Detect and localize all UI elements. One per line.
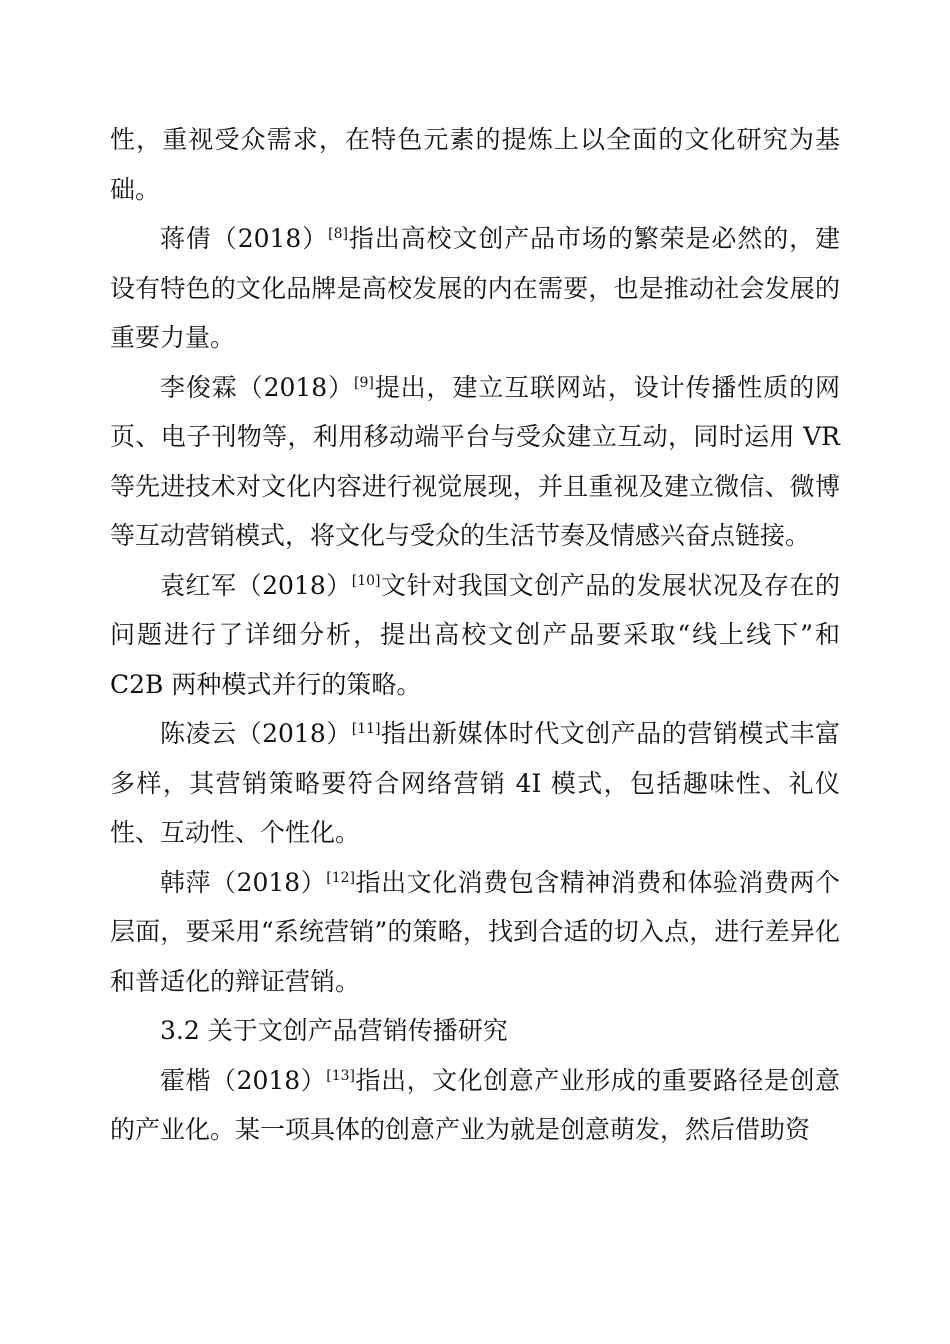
author-year: 韩萍（2018） (160, 867, 327, 897)
paragraph-text: 指出文化消费包含精神消费和体验消费两个层面，要采用“系统营销”的策略，找到合适的切入点，进行差异化和普适化的辩证营销。 (110, 867, 840, 996)
author-year: 霍楷（2018） (160, 1065, 327, 1095)
paragraph-yuan-hongjun (110, 561, 840, 710)
paragraph-chen-lingyun (110, 709, 840, 858)
paragraph-text: 性，重视受众需求，在特色元素的提炼上以全面的文化研究为基础。 (110, 125, 840, 204)
paragraph-text: 文针对我国文创产品的发展状况及存在的问题进行了详细分析，提出高校文创产品要采取“线上线下”和 C2B 两种模式并行的策略。 (110, 570, 840, 699)
citation-ref: [13] (326, 1067, 356, 1084)
author-year: 陈凌云（2018） (160, 719, 352, 748)
paragraph-text: 提出，建立互联网站，设计传播性质的网页、电子刊物等，利用移动端平台与受众建立互动，同时运用 VR 等先进技术对文化内容进行视觉展现，并且重视及建立微信、微博等互动营销模式，将文化与受众的生活节奏及情感兴奋点链接。 (110, 372, 840, 550)
paragraph-text: 指出新媒体时代文创产品的营销模式丰富多样，其营销策略要符合网络营销 4I 模式，包括趣味性、礼仪性、互动性、个性化。 (110, 719, 840, 847)
paragraph-text: 指出高校文创产品市场的繁荣是必然的，建设有特色的文化品牌是高校发展的内在需要，也是推动社会发展的重要力量。 (110, 224, 840, 352)
paragraph-continuation (110, 115, 840, 214)
citation-ref: [11] (351, 720, 381, 737)
paragraph-li-junlin (110, 363, 840, 561)
paragraph-text: 指出，文化创意产业形成的重要路径是创意的产业化。某一项具体的创意产业为就是创意萌发，然后借助资 (110, 1065, 840, 1144)
author-year: 袁红军（2018） (160, 570, 352, 600)
document-page (110, 115, 840, 1155)
citation-ref: [9] (354, 374, 374, 391)
citation-ref: [10] (351, 572, 381, 589)
paragraph-huo-kai (110, 1056, 840, 1155)
paragraph-han-ping (110, 858, 840, 1007)
author-year: 蒋倩（2018） (160, 224, 329, 253)
citation-ref: [8] (328, 225, 348, 242)
section-heading: 3.2 关于文创产品营销传播研究 (160, 1016, 508, 1045)
citation-ref: [12] (326, 869, 356, 886)
author-year: 李俊霖（2018） (160, 372, 355, 402)
paragraph-jiang-qian (110, 214, 840, 363)
